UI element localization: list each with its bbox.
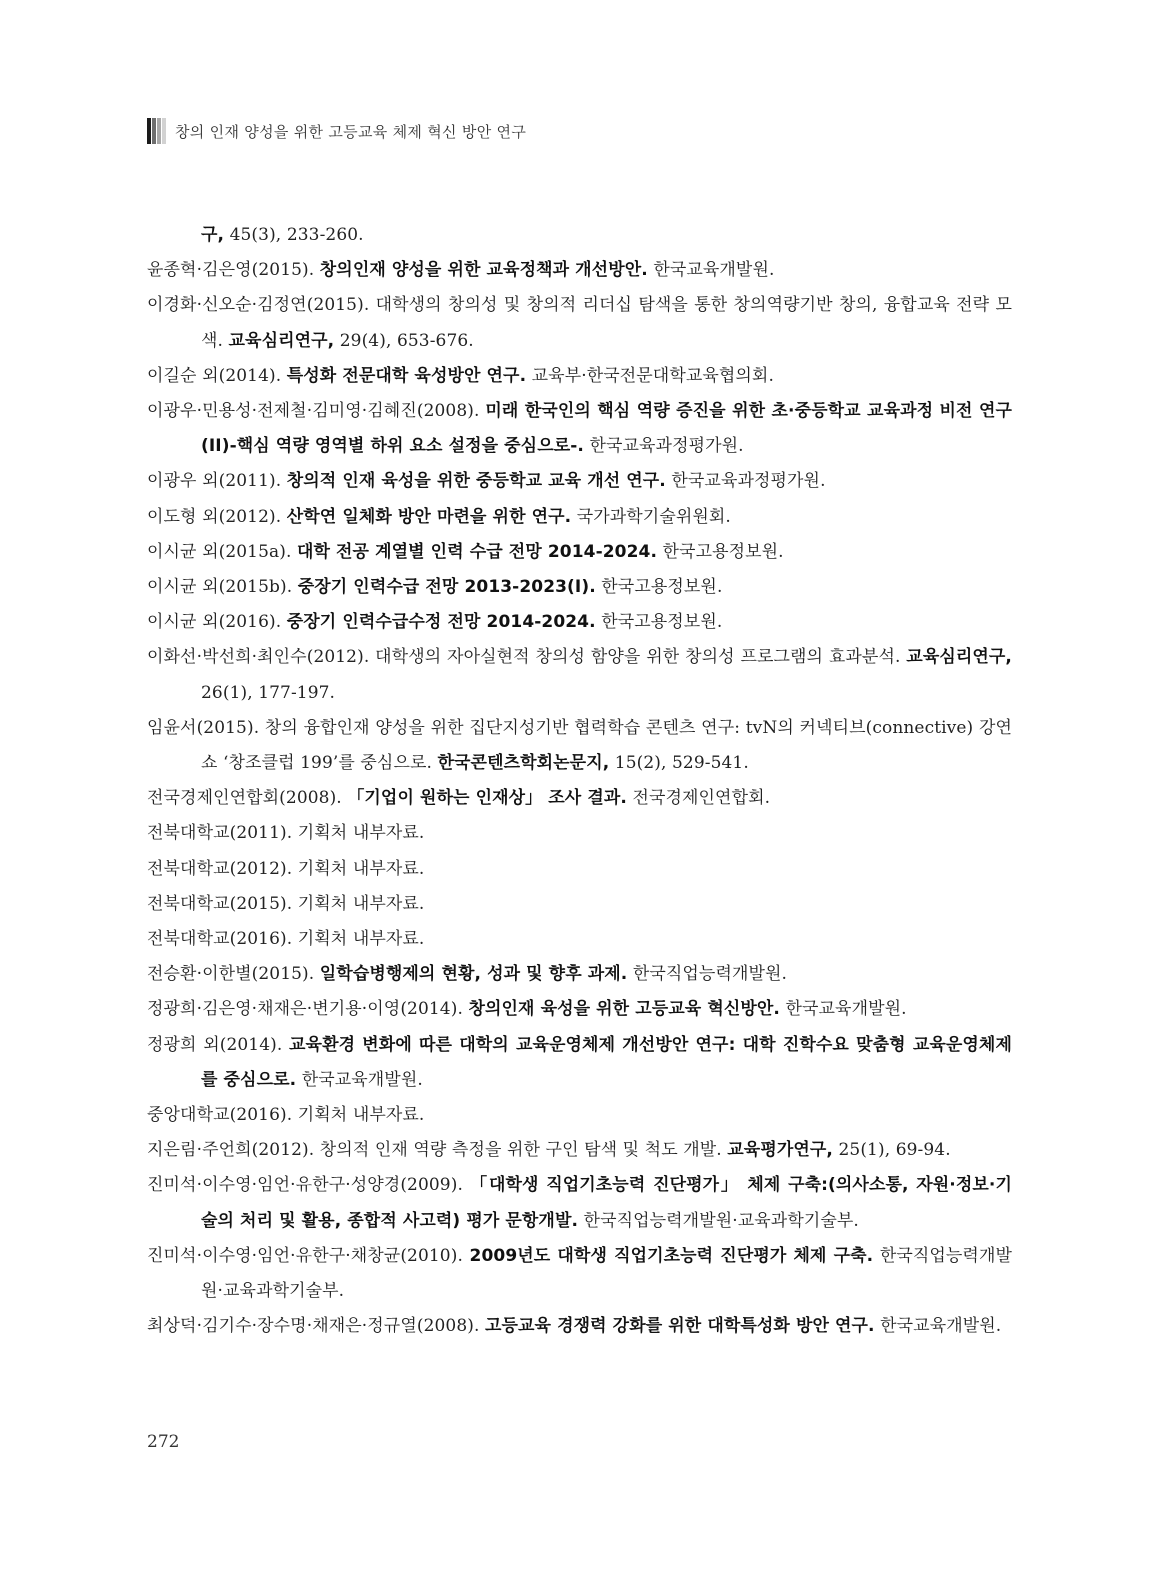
reference-entry — [147, 253, 1012, 288]
reference-source: 한국고용정보원. — [595, 612, 723, 633]
reference-title: 구, — [201, 225, 225, 245]
reference-authors: 정광희 외(2014). — [147, 1034, 290, 1055]
reference-authors: 이시균 외(2015a). — [147, 541, 297, 562]
reference-title: 중장기 인력수급 전망 2013-2023(Ⅰ). — [297, 577, 596, 598]
header-bars-icon — [147, 118, 167, 144]
reference-entry — [147, 781, 1012, 816]
reference-entry — [147, 605, 1012, 640]
reference-entry — [147, 922, 1012, 957]
reference-entry — [147, 288, 1012, 358]
reference-source: 45(3), 233-260. — [224, 225, 364, 245]
reference-entry — [147, 359, 1012, 394]
reference-title: 특성화 전문대학 육성방안 연구. — [286, 365, 527, 386]
reference-entry — [147, 1098, 1012, 1133]
reference-source: 교육부·한국전문대학교육협의회. — [526, 365, 774, 386]
reference-authors: 지은림·주언희(2012). 창의적 인재 역량 측정을 위한 구인 탐색 및 척도 개발. — [147, 1140, 728, 1161]
reference-authors: 정광희·김은영·채재은·변기용·이영(2014). — [147, 999, 469, 1020]
reference-entry — [147, 640, 1012, 710]
reference-entry — [147, 1133, 1012, 1168]
reference-entry — [147, 500, 1012, 535]
reference-entry — [147, 1028, 1012, 1098]
reference-entry — [147, 464, 1012, 499]
reference-authors: 윤종혁·김은영(2015). — [147, 260, 320, 281]
reference-authors: 전북대학교(2011). 기획처 내부자료. — [147, 823, 425, 844]
reference-title: 교육심리연구, — [228, 330, 335, 351]
reference-entry — [147, 535, 1012, 570]
reference-authors: 중앙대학교(2016). 기획처 내부자료. — [147, 1105, 425, 1126]
reference-source: 전국경제인연합회. — [626, 788, 771, 809]
reference-authors: 이화선·박선희·최인수(2012). 대학생의 자아실현적 창의성 함양을 위한 창의성 프로그램의 효과분석. — [147, 647, 907, 668]
reference-entry — [147, 218, 1012, 253]
reference-title: 창의적 인재 육성을 위한 중등학교 교육 개선 연구. — [286, 471, 666, 492]
reference-source: 국가과학기술위원회. — [571, 506, 731, 527]
reference-authors: 이시균 외(2015b). — [147, 577, 298, 598]
reference-entry — [147, 852, 1012, 887]
reference-authors: 전승환·이한별(2015). — [147, 964, 320, 985]
reference-title: 일학습병행제의 현황, 성과 및 향후 과제. — [319, 964, 628, 985]
reference-title: 창의인재 육성을 위한 고등교육 혁신방안. — [468, 999, 780, 1020]
reference-title: 2009년도 대학생 직업기초능력 진단평가 체제 구축. — [469, 1245, 874, 1266]
reference-authors: 전북대학교(2016). 기획처 내부자료. — [147, 929, 425, 950]
reference-title: 「대학생 직업기초능력 진단평가」 체제 구축:(의사소통, 자원·정보·기술의 처리 및 활용, 종합적 사고력) 평가 문항개발. — [201, 1175, 1012, 1231]
reference-source: 한국직업능력개발원·교육과학기술부. — [201, 1245, 1012, 1302]
reference-source: 한국직업능력개발원. — [627, 964, 788, 985]
reference-source: 한국교육과정평가원. — [665, 471, 826, 492]
reference-authors: 전북대학교(2012). 기획처 내부자료. — [147, 858, 425, 879]
reference-authors: 이도형 외(2012). — [147, 506, 287, 527]
reference-source: 25(1), 69-94. — [832, 1140, 951, 1161]
reference-title: 미래 한국인의 핵심 역량 증진을 위한 초·중등학교 교육과정 비전 연구(II)-핵심 역량 영역별 하위 요소 설정을 중심으로-. — [201, 401, 1013, 457]
reference-entry — [147, 711, 1012, 781]
reference-source: 한국교육개발원. — [874, 1316, 1002, 1337]
reference-entry — [147, 957, 1012, 992]
reference-title: 교육평가연구, — [727, 1140, 833, 1161]
reference-title: 교육환경 변화에 따른 대학의 교육운영체제 개선방안 연구: 대학 진학수요 맞춤형 교육운영체제를 중심으로. — [201, 1034, 1012, 1090]
running-header — [147, 118, 526, 144]
reference-source: 15(2), 529-541. — [609, 753, 749, 774]
reference-source: 한국고용정보원. — [657, 541, 784, 562]
reference-title: 산학연 일체화 방안 마련을 위한 연구. — [286, 506, 572, 527]
reference-authors: 전국경제인연합회(2008). — [147, 788, 348, 809]
reference-entry — [147, 1309, 1012, 1344]
reference-authors: 진미석·이수영·임언·유한구·채창균(2010). — [147, 1245, 470, 1266]
reference-title: 교육심리연구, — [906, 647, 1012, 668]
reference-title: 중장기 인력수급수정 전망 2014-2024. — [286, 612, 596, 633]
reference-source: 한국교육개발원. — [647, 260, 775, 281]
reference-source: 26(1), 177-197. — [201, 682, 336, 703]
reference-source: 한국교육과정평가원. — [583, 436, 744, 457]
reference-entry — [147, 1168, 1012, 1238]
header-title: 창의 인재 양성을 위한 고등교육 체제 혁신 방안 연구 — [175, 122, 527, 141]
reference-source: 29(4), 653-676. — [334, 330, 474, 351]
reference-authors: 진미석·이수영·임언·유한구·성양경(2009). — [147, 1175, 471, 1196]
reference-title: 창의인재 양성을 위한 교육정책과 개선방안. — [319, 260, 648, 281]
reference-entry — [147, 570, 1012, 605]
reference-authors: 이광우 외(2011). — [147, 471, 287, 492]
reference-authors: 최상덕·김기수·장수명·채재은·정규열(2008). — [147, 1316, 485, 1337]
reference-source: 한국교육개발원. — [779, 999, 907, 1020]
reference-authors: 이길순 외(2014). — [147, 365, 287, 386]
reference-authors: 이시균 외(2016). — [147, 612, 287, 633]
page-number: 272 — [147, 1432, 180, 1452]
reference-source: 한국교육개발원. — [296, 1069, 423, 1090]
reference-title: 한국콘텐츠학회논문지, — [437, 753, 610, 774]
reference-title: 고등교육 경쟁력 강화를 위한 대학특성화 방안 연구. — [484, 1316, 875, 1337]
reference-source: 한국고용정보원. — [595, 577, 723, 598]
reference-authors: 임윤서(2015). 창의 융합인재 양성을 위한 집단지성기반 협력학습 콘텐츠 연구: tvN의 커넥티브(connective) 강연쇼 ‘창조클럽 199’를 중심으로. — [147, 717, 1012, 774]
reference-source: 한국직업능력개발원·교육과학기술부. — [578, 1210, 859, 1231]
reference-authors: 이광우·민용성·전제철·김미영·김혜진(2008). — [147, 401, 486, 422]
reference-entry — [147, 394, 1012, 464]
reference-entry — [147, 887, 1012, 922]
reference-list — [147, 218, 1012, 1345]
reference-title: 대학 전공 계열별 인력 수급 전망 2014-2024. — [296, 541, 658, 562]
reference-title: 「기업이 원하는 인재상」 조사 결과. — [347, 788, 627, 809]
reference-authors: 이경화·신오순·김정연(2015). 대학생의 창의성 및 창의적 리더십 탐색을 통한 창의역량기반 창의, 융합교육 전략 모색. — [147, 295, 1012, 351]
reference-authors: 전북대학교(2015). 기획처 내부자료. — [147, 893, 425, 914]
reference-entry — [147, 992, 1012, 1027]
reference-entry — [147, 816, 1012, 851]
reference-entry — [147, 1239, 1012, 1309]
